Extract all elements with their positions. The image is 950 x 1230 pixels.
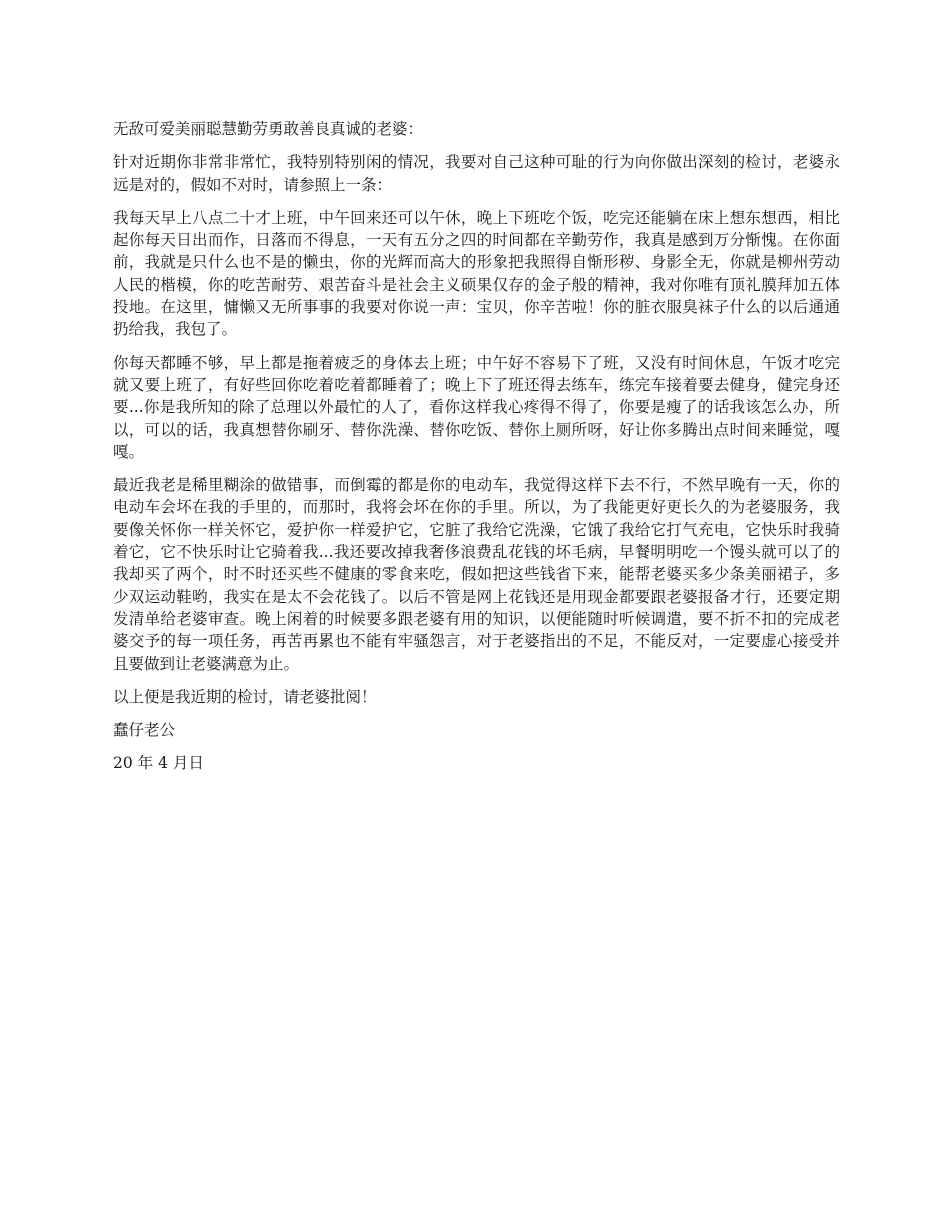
salutation: 无敌可爱美丽聪慧勤劳勇敢善良真诚的老婆： [113, 120, 424, 138]
paragraph: 我每天早上八点二十才上班，中午回来还可以午休，晚上下班吃个饭，吃完还能躺在床上想东想西，相比起你每天日出而作，日落而不得息，一天有五分之四的时间都在辛勤劳作，我真是感到万分惭愧。在你面前，我就是只什么也不是的懒虫，你的光辉而高大的形象把我照得自惭形秽、身影全无，你就是柳州劳动人民的楷模，你的吃苦耐劳、艰苦奋斗是社会主义硕果仅存的金子般的精神，我对你唯有顶礼膜拜加五体投地。在这里，慵懒又无所事事的我要对你说一声：宝贝，你辛苦啦！你的脏衣服臭袜子什么的以后通通扔给我，我包了。 [113, 208, 840, 339]
paragraph: 最近我老是稀里糊涂的做错事，而倒霉的都是你的电动车，我觉得这样下去不行，不然早晚有一天，你的电动车会坏在我的手里的，而那时，我将会坏在你的手里。所以，为了我能更好更长久的为老婆服务，我要像关怀你一样关怀它，爱护你一样爱护它，它脏了我给它洗澡，它饿了我给它打气充电，它快乐时我骑着它，它不快乐时让它骑着我...我还要改掉我奢侈浪费乱花钱的坏毛病，早餐明明吃一个馒头就可以了的我却买了两个，时不时还买些不健康的零食来吃，假如把这些钱省下来，能帮老婆买多少条美丽裙子，多少双运动鞋哟，我实在是太不会花钱了。以后不管是网上花钱还是用现金都要跟老婆报备才行，还要定期发清单给老婆审查。晚上闲着的时候要多跟老婆有用的知识，以便能随时听候调遣，要不折不扣的完成老婆交予的每一项任务，再苦再累也不能有牢骚怨言，对于老婆指出的不足，不能反对，一定要虚心接受并且要做到让老婆满意为止。 [113, 476, 840, 673]
date: 20 年 4 月日 [113, 754, 204, 773]
paragraph: 针对近期你非常非常忙，我特别特别闲的情况，我要对自己这种可耻的行为向你做出深刻的检讨，老婆永远是对的，假如不对时，请参照上一条： [113, 153, 840, 194]
signature: 蠢仔老公 [113, 721, 176, 740]
document-body [113, 118, 840, 786]
closing-paragraph: 以上便是我近期的检讨，请老婆批阅！ [113, 687, 377, 706]
paragraph: 你每天都睡不够，早上都是拖着疲乏的身体去上班；中午好不容易下了班，又没有时间休息，午饭才吃完就又要上班了，有好些回你吃着吃着都睡着了；晚上下了班还得去练车，练完车接着要去健身，健完身还要...你是我所知的除了总理以外最忙的人了，看你这样我心疼得不得了，你要是瘦了的话我该怎么办，所以，可以的话，我真想替你刷牙、替你洗澡、替你吃饭、替你上厕所呀，好让你多腾出点时间来睡觉，嘎嘎。 [113, 353, 840, 461]
